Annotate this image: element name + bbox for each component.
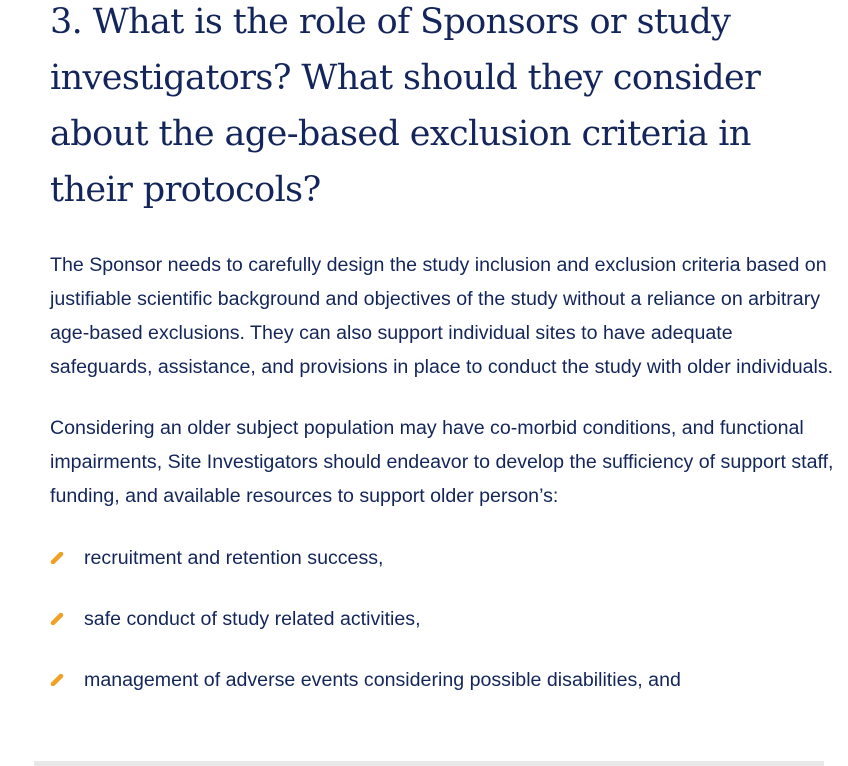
list-item (50, 602, 840, 636)
list-item (50, 663, 840, 697)
faq-question-heading: 3. What is the role of Sponsors or study investigators? What should they consider about the age-based exclusion criteria in their protocols? (50, 2, 761, 210)
list-item-text: management of adverse events considering possible disabilities, and (84, 669, 681, 691)
article-content (50, 0, 840, 724)
support-list (50, 541, 840, 697)
list-item-text: safe conduct of study related activities, (84, 608, 421, 630)
answer-paragraph-investigators: Considering an older subject population may have co-morbid conditions, and functional impairments, Site Investigators should endeavor to develop the sufficiency of support staff, funding, and available resources to support older person’s: (50, 417, 834, 507)
orange-dash-icon (50, 674, 64, 686)
answer-paragraph-sponsor: The Sponsor needs to carefully design the study inclusion and exclusion criteria based on justifiable scientific background and objectives of the study without a reliance on arbitrary age-based exclusions. They can also support individual sites to have adequate safeguards, assistance, and provisions in place to conduct the study with older individuals. (50, 254, 834, 378)
orange-dash-icon (50, 552, 64, 564)
list-item (50, 541, 840, 575)
list-item-text: recruitment and retention success, (84, 547, 384, 569)
orange-dash-icon (50, 613, 64, 625)
horizontal-scrollbar-track[interactable] (34, 761, 824, 766)
